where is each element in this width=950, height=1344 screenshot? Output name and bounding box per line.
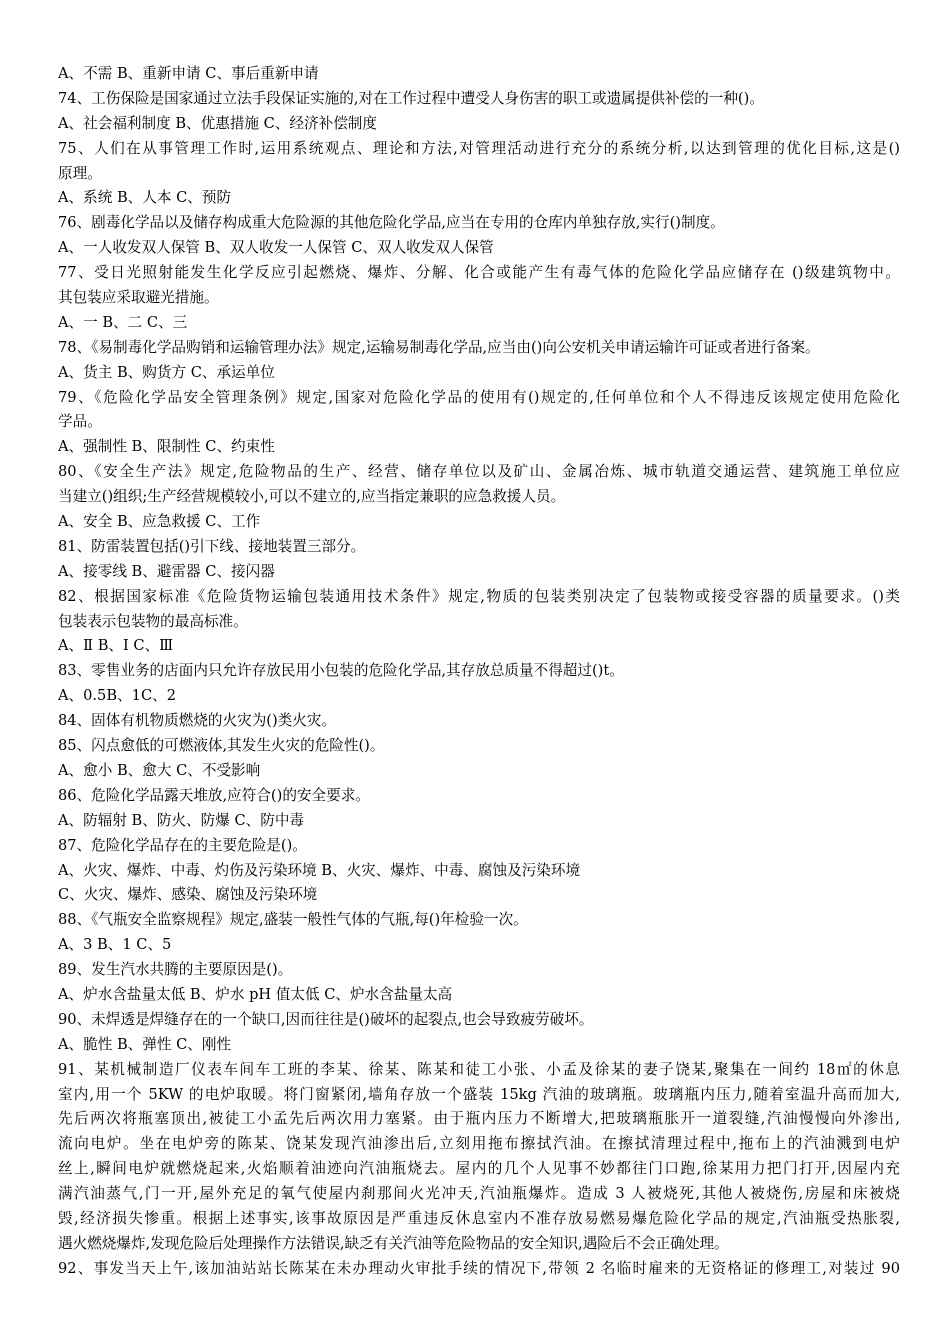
text-line: A、货主 B、购货方 C、承运单位	[58, 363, 275, 381]
text-line: A、系统 B、人本 C、预防	[58, 189, 232, 207]
text-line: 84、固体有机物质燃烧的火灾为()类火灾。	[58, 712, 337, 730]
text-line: 82、根据国家标准《危险货物运输包装通用技术条件》规定,物质的包装类别决定了包装物或接受容器的质量要求。()类	[58, 587, 900, 605]
text-line: C、火灾、爆炸、感染、腐蚀及污染环境	[58, 886, 318, 904]
text-line: 86、危险化学品露天堆放,应符合()的安全要求。	[58, 786, 370, 804]
text-line: 89、发生汽水共腾的主要原因是()。	[58, 961, 293, 979]
text-line: 79、《危险化学品安全管理条例》规定,国家对危险化学品的使用有()规定的,任何单位和个人不得违反该规定使用危险化	[58, 388, 900, 406]
text-line: 78、《易制毒化学品购销和运输管理办法》规定,运输易制毒化学品,应当由()向公安机关申请运输许可证或者进行备案。	[58, 338, 820, 356]
text-line: A、接零线 B、避雷器 C、接闪器	[58, 562, 275, 580]
text-line: A、社会福利制度 B、优惠措施 C、经济补偿制度	[58, 114, 377, 132]
text-line: 80、《安全生产法》规定,危险物品的生产、经营、储存单位以及矿山、金属冶炼、城市轨道交通运营、建筑施工单位应	[58, 463, 900, 481]
text-line: 83、零售业务的店面内只允许存放民用小包装的危险化学品,其存放总质量不得超过()t。	[58, 662, 624, 680]
text-line: 77、受日光照射能发生化学反应引起燃烧、爆炸、分解、化合或能产生有毒气体的危险化学品应储存在 ()级建筑物中。	[58, 264, 900, 282]
text-line: 87、危险化学品存在的主要危险是()。	[58, 836, 307, 854]
text-line: 91、某机械制造厂仪表车间车工班的李某、徐某、陈某和徒工小张、小孟及徐某的妻子饶某,聚集在一间约 18㎡的休息	[58, 1060, 900, 1078]
text-line: A、脆性 B、弹性 C、刚性	[58, 1035, 232, 1053]
text-line: A、一人收发双人保管 B、双人收发一人保管 C、双人收发双人保管	[58, 239, 494, 257]
text-line: 满汽油蒸气,门一开,屋外充足的氧气使屋内刹那间火光冲天,汽油瓶爆炸。造成 3 人被烧死,其他人被烧伤,房屋和床被烧	[58, 1185, 900, 1203]
text-line: 流向电炉。坐在电炉旁的陈某、饶某发现汽油渗出后,立刻用拖布擦拭汽油。在擦拭清理过程中,拖布上的汽油溅到电炉	[58, 1135, 900, 1153]
text-line: 90、未焊透是焊缝存在的一个缺口,因而往往是()破坏的起裂点,也会导致疲劳破坏。	[58, 1010, 594, 1028]
text-line: A、火灾、爆炸、中毒、灼伤及污染环境 B、火灾、爆炸、中毒、腐蚀及污染环境	[58, 861, 581, 879]
text-line: A、强制性 B、限制性 C、约束性	[58, 438, 275, 456]
text-line: A、防辐射 B、防火、防爆 C、防中毒	[58, 811, 305, 829]
text-line: A、0.5B、1C、2	[58, 687, 176, 705]
text-line: 92、事发当天上午,该加油站站长陈某在未办理动火审批手续的情况下,带领 2 名临时雇来的无资格证的修理工,对装过 90	[58, 1259, 900, 1277]
text-line: 原理。	[58, 164, 102, 182]
text-line: 学品。	[58, 413, 102, 431]
text-line: A、3 B、1 C、5	[58, 936, 172, 954]
text-line: A、安全 B、应急救援 C、工作	[58, 513, 261, 531]
text-line: 遇火燃烧爆炸,发现危险后处理操作方法错误,缺乏有关汽油等危险物品的安全知识,遇险后不会正确处理。	[58, 1234, 729, 1252]
text-line: 毁,经济损失惨重。根据上述事实,该事故原因是严重违反休息室内不准存放易燃易爆危险化学品的规定,汽油瓶受热胀裂,	[58, 1209, 900, 1227]
text-line: 室内,用一个 5KW 的电炉取暖。将门窗紧闭,墙角存放一个盛装 15kg 汽油的玻璃瓶。玻璃瓶内压力,随着室温升高而加大,	[58, 1085, 900, 1103]
text-line: 包装表示包装物的最高标准。	[58, 612, 248, 630]
text-line: 当建立()组织;生产经营规模较小,可以不建立的,应当指定兼职的应急救援人员。	[58, 488, 566, 506]
text-line: 88、《气瓶安全监察规程》规定,盛装一般性气体的气瓶,每()年检验一次。	[58, 911, 528, 929]
text-line: 76、剧毒化学品以及储存构成重大危险源的其他危险化学品,应当在专用的仓库内单独存放,实行()制度。	[58, 214, 725, 232]
text-line: 74、工伤保险是国家通过立法手段保证实施的,对在工作过程中遭受人身伤害的职工或遗属提供补偿的一种()。	[58, 89, 764, 107]
text-line: A、炉水含盐量太低 B、炉水 pH 值太低 C、炉水含盐量太高	[58, 985, 453, 1003]
text-line: 先后两次将瓶塞顶出,被徒工小孟先后两次用力塞紧。由于瓶内压力不断增大,把玻璃瓶胀开一道裂缝,汽油慢慢向外渗出,	[58, 1110, 900, 1128]
text-line: A、不需 B、重新申请 C、事后重新申请	[58, 65, 319, 82]
text-line: A、一 B、二 C、三	[58, 313, 188, 331]
text-line: 85、闪点愈低的可燃液体,其发生火灾的危险性()。	[58, 737, 385, 755]
text-line: 81、防雷装置包括()引下线、接地装置三部分。	[58, 537, 366, 555]
text-line: 75、人们在从事管理工作时,运用系统观点、理论和方法,对管理活动进行充分的系统分析,以达到管理的优化目标,这是()	[58, 139, 900, 157]
text-line: A、Ⅱ B、Ⅰ C、Ⅲ	[58, 637, 174, 655]
text-line: 其包装应采取避光措施。	[58, 289, 219, 307]
text-line: A、愈小 B、愈大 C、不受影响	[58, 761, 261, 779]
text-line: 丝上,瞬间电炉就燃烧起来,火焰顺着油迹向汽油瓶烧去。屋内的几个人见事不妙都往门口跑,徐某用力把门打开,因屋内充	[58, 1160, 900, 1178]
